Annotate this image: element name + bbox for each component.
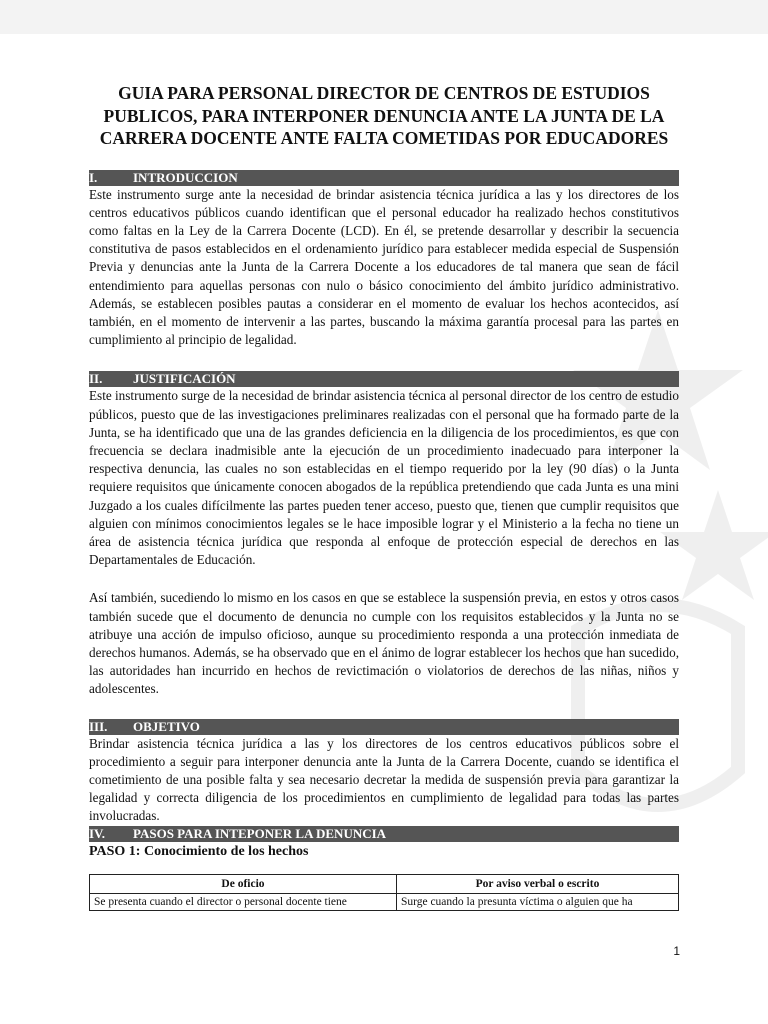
section-title: OBJETIVO: [133, 718, 200, 734]
table-header-por-aviso: Por aviso verbal o escrito: [396, 874, 678, 893]
paso-1-title: PASO 1: Conocimiento de los hechos: [89, 843, 309, 859]
table-cell: Se presenta cuando el director o personal docente tiene: [90, 893, 397, 910]
section-title: INTRODUCCION: [133, 169, 238, 185]
section-heading-introduccion: [89, 170, 679, 186]
introduccion-paragraph: Este instrumento surge ante la necesidad de brindar asistencia técnica jurídica a las y los directores de los centros educativos públicos cuando identifican que el personal educador ha realizado hechos constitutivos como faltas en la Ley de la Carrera Docente (LCD). En él, se pretende desarrollar y describir la secuencia constitutiva de pasos establecidos en el ordenamiento jurídico para establecer medida especial de Suspensión Previa y denuncias ante la Junta de la Carrera Docente a los educadores de tal manera que sean de fácil entendimiento para aquellas personas con nulo o básico conocimiento del ámbito jurídico administrativo. Además, se establecen posibles pautas a considerar en el momento de evaluar los hechos acontecidos, así también, en el momento de intervenir a las partes, buscando la máxima garantía procesal para las partes en cumplimiento al principio de legalidad.: [89, 186, 679, 348]
section-number: II.: [89, 371, 103, 387]
section-number: I.: [89, 169, 98, 185]
table-row: [90, 893, 679, 910]
section-title: PASOS PARA INTEPONER LA DENUNCIA: [133, 825, 387, 841]
section-title: JUSTIFICACIÓN: [133, 371, 236, 387]
document-title: GUIA PARA PERSONAL DIRECTOR DE CENTROS DE ESTUDIOS PUBLICOS, PARA INTERPONER DENUNCIA ANTE LA JUNTA DE LA CARRERA DOCENTE ANTE FALTA COMETIDAS POR EDUCADORES: [99, 83, 669, 148]
table-header-de-oficio: De oficio: [90, 874, 397, 893]
paso-1-table: [89, 874, 679, 911]
table-header-row: [90, 874, 679, 893]
justificacion-paragraph-2: Así también, sucediendo lo mismo en los casos en que se establece la suspensión previa, en estos y otros casos también sucede que el documento de denuncia no cumple con los requisitos establecidos y la Junta no se atribuye una acción de impulso oficioso, aunque su procedimiento responda a una protección inmediata de derechos humanos. Además, se ha observado que en el ánimo de lograr establecer los hechos que han sucedido, las autoridades han incurrido en hechos de revictimación o violatorios de derechos de las niñas, niños y adolescentes.: [89, 590, 679, 697]
top-strip: [0, 0, 768, 34]
document-page: [89, 82, 679, 911]
section-heading-objetivo: [89, 719, 679, 735]
section-number: IV.: [89, 825, 106, 841]
section-heading-justificacion: [89, 371, 679, 387]
objetivo-paragraph: Brindar asistencia técnica jurídica a las y los directores de los centros educativos públicos sobre el procedimiento a seguir para interponer denuncia ante la Junta de la Carrera Docente, cuando se identifica el cometimiento de una posible falta y sea necesario decretar la medida de suspensión previa para garantizar la legalidad y correcta diligencia de los procedimientos en cumplimiento de legalidad para todas las partes involucradas.: [89, 735, 679, 824]
table-cell: Surge cuando la presunta víctima o alguien que ha: [396, 893, 678, 910]
section-heading-pasos: [89, 826, 679, 842]
section-number: III.: [89, 718, 108, 734]
justificacion-paragraph-1: Este instrumento surge de la necesidad de brindar asistencia técnica al personal director de los centro de estudio públicos, puesto que de las investigaciones preliminares realizadas con el personal que ha formado parte de la Junta, se ha identificado que una de las grandes deficiencia en la diligencia de los procedimientos, es que con frecuencia se declara inadmisible ante la ejecución de un procedimiento inadecuado para interponer la respectiva denuncia, las cuales no son establecidas en el tiempo requerido por la ley (90 días) o la Junta requiere requisitos que únicamente conocen abogados de la república pretendiendo que cada Junta es una mini Juzgado a los cuales difícilmente las partes pueden tener acceso, puesto que, tienen que cumplir requisitos que alguien con mínimos conocimientos legales se le hace imposible lograr y el Ministerio a la fecha no tiene un área de asistencia técnica jurídica que responda al enfoque de protección especial de derechos en las Departamentales de Educación.: [89, 388, 679, 568]
page-number: 1: [673, 944, 680, 958]
